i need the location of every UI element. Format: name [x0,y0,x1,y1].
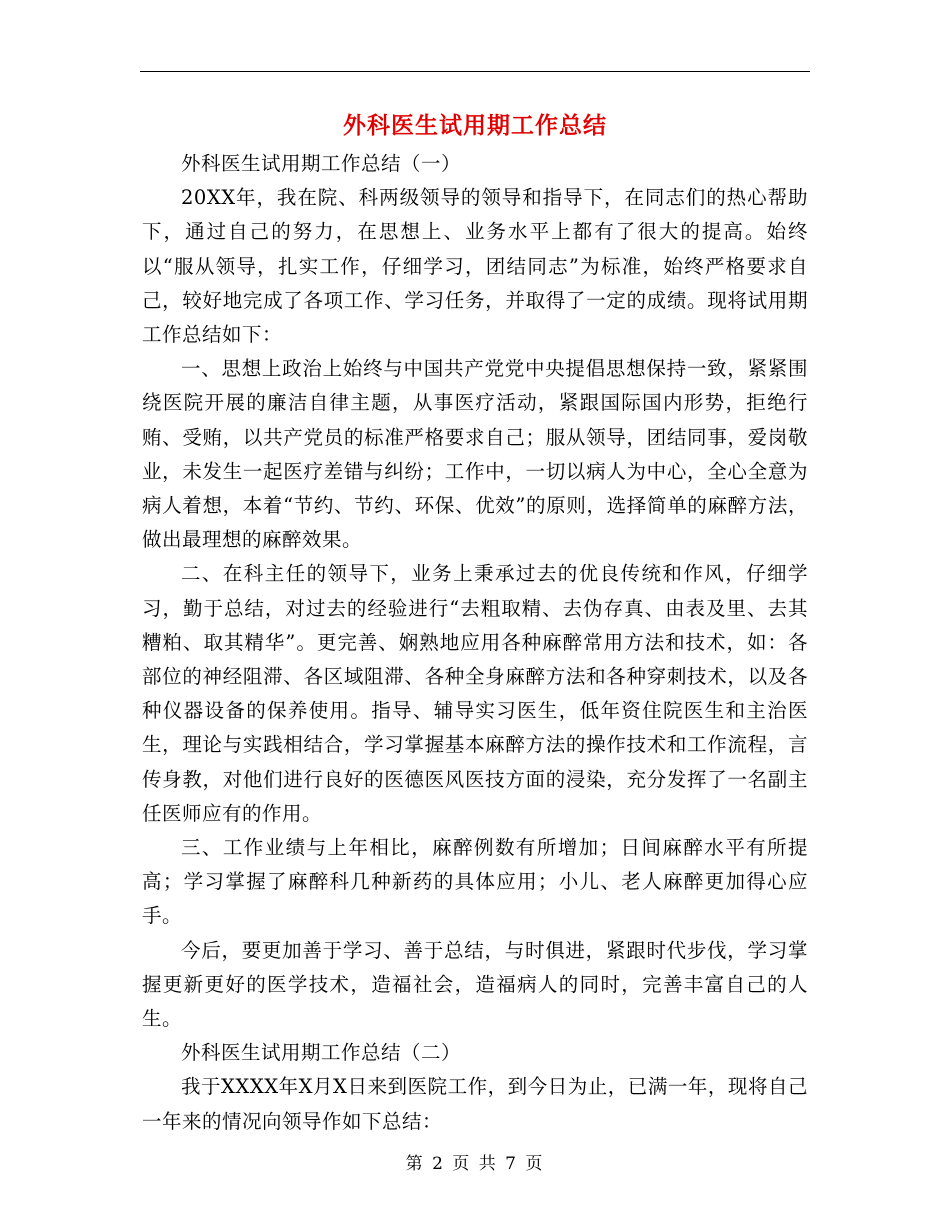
document-body [142,147,808,1139]
page-number: 第 2 页 共 7 页 [405,1154,545,1174]
paragraph-point-1: 一、思想上政治上始终与中国共产党党中央提倡思想保持一致，紧紧围绕医院开展的廉洁自律主题，从事医疗活动，紧跟国际国内形势，拒绝行贿、受贿，以共产党员的标准严格要求自己；服从领导，团结同事，爱岗敬业，未发生一起医疗差错与纠纷；工作中，一切以病人为中心，全心全意为病人着想，本着“节约、节约、环保、优效”的原则，选择简单的麻醉方法，做出最理想的麻醉效果。 [142,357,808,552]
section-heading-1: 外科医生试用期工作总结（一） [181,152,462,175]
paragraph-point-3: 三、工作业绩与上年相比，麻醉例数有所增加；日间麻醉水平有所提高；学习掌握了麻醉科几种新药的具体应用；小儿、老人麻醉更加得心应手。 [142,836,808,928]
paragraph-intro: 20XX年，我在院、科两级领导的领导和指导下，在同志们的热心帮助下，通过自己的努力，在思想上、业务水平上都有了很大的提高。始终以“服从领导，扎实工作，仔细学习，团结同志”为标准，始终严格要求自己，较好地完成了各项工作、学习任务，并取得了一定的成绩。现将试用期工作总结如下： [142,186,808,347]
document-title: 外科医生试用期工作总结 [343,112,607,139]
paragraph-future: 今后，要更加善于学习、善于总结，与时俱进，紧跟时代步伐，学习掌握更新更好的医学技术，造福社会，造福病人的同时，完善丰富自己的人生。 [142,938,808,1031]
header-rule [140,71,810,72]
paragraph-point-2: 二、在科主任的领导下，业务上秉承过去的优良传统和作风，仔细学习，勤于总结，对过去的经验进行“去粗取精、去伪存真、由表及里、去其糟粕、取其精华”。更完善、娴熟地应用各种麻醉常用方法和技术，如：各部位的神经阻滞、各区域阻滞、各种全身麻醉方法和各种穿刺技术，以及各种仪器设备的保养使用。指导、辅导实习医生，低年资住院医生和主治医生，理论与实践相结合，学习掌握基本麻醉方法的操作技术和工作流程，言传身教，对他们进行良好的医德医风医技方面的浸染，充分发挥了一名副主任医师应有的作用。 [142,562,808,825]
paragraph-second-intro: 我于XXXX年X月X日来到医院工作，到今日为止，已满一年，现将自己一年来的情况向领导作如下总结： [142,1075,808,1133]
section-heading-2: 外科医生试用期工作总结（二） [181,1041,462,1065]
